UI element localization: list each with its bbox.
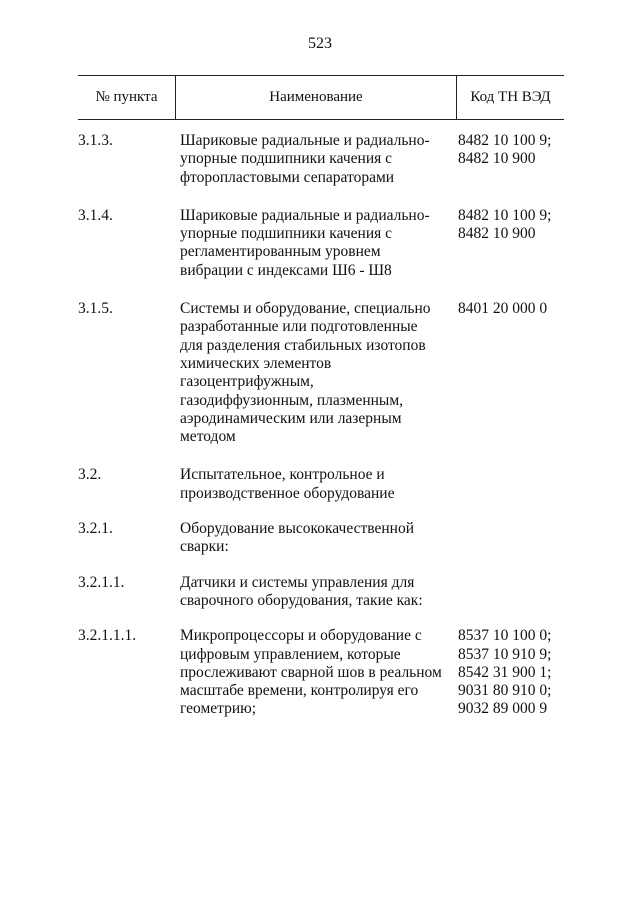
table-row [78,207,564,280]
item-number: 3.2.1.1.1. [78,627,137,645]
item-name-line: цифровым управлением, которые [180,645,401,663]
item-name-line: газоцентрифужным, [180,373,314,391]
table-row [78,300,564,446]
header-code: Код ТН ВЭД [470,89,551,105]
item-name [180,520,456,557]
table-row [78,132,564,187]
item-name-line: прослеживают сварной шов в реальном [180,663,442,681]
item-name-line: сварки: [180,538,229,556]
item-name-line: аэродинамическим или лазерным [180,409,402,427]
item-codes [458,300,568,318]
goods-table [78,75,564,719]
item-name-line: Датчики и системы управления для [180,573,415,591]
item-code: 8482 10 100 9; [458,132,552,149]
item-codes [458,627,568,718]
item-number: 3.2.1.1. [78,573,125,591]
page-number: 523 [308,35,332,52]
header-item-number: № пункта [95,89,158,105]
item-number: 3.1.5. [78,300,113,318]
item-name-line: вибрации с индексами Ш6 - Ш8 [180,261,392,279]
item-name-line: для разделения стабильных изотопов [180,336,426,354]
item-code: 9031 80 910 0; [458,682,552,700]
item-name-line: геометрию; [180,700,257,718]
item-code: 8537 10 910 9; [458,645,552,663]
item-name [180,574,456,611]
item-name-line: Системы и оборудование, специально [180,300,431,318]
table-row [78,520,564,557]
item-number: 3.1.3. [78,132,113,149]
item-name-line: регламентированным уровнем [180,243,381,261]
table-row [78,627,564,718]
item-name [180,132,456,187]
header-name: Наименование [269,89,363,105]
item-number: 3.2.1. [78,520,113,538]
item-name-line: Оборудование высококачественной [180,520,414,538]
item-code: 8482 10 100 9; [458,206,552,224]
table-body [78,132,564,719]
item-name-line: Микропроцессоры и оборудование с [180,627,422,645]
item-codes [458,207,568,244]
item-codes [458,132,568,169]
item-code: 8482 10 900 [458,150,536,168]
item-name-line: фторопластовыми сепараторами [180,168,395,186]
item-name-line: упорные подшипники качения с [180,225,393,243]
table-row [78,466,564,503]
item-name-line: методом [180,428,236,446]
item-code: 8482 10 900 [458,225,536,243]
item-code: 8537 10 100 0; [458,627,552,645]
item-name-line: газодиффузионным, плазменным, [180,391,404,409]
item-name-line: упорные подшипники качения с [180,150,393,168]
item-code: 8401 20 000 0 [458,300,548,318]
item-number: 3.1.4. [78,206,113,224]
item-name-line: разработанные или подготовленные [180,318,418,336]
item-code: 9032 89 000 9 [458,700,548,718]
item-name-line: Шариковые радиальные и радиально- [180,206,430,224]
item-number: 3.2. [78,466,102,484]
item-name-line: Испытательное, контрольное и [180,466,385,484]
item-code: 8542 31 900 1; [458,663,552,681]
item-name-line: сварочного оборудования, такие как: [180,591,423,609]
table-header [78,75,564,120]
item-name [180,207,456,280]
item-name [180,466,456,503]
item-name-line: Шариковые радиальные и радиально- [180,132,430,149]
item-name-line: химических элементов [180,354,332,372]
item-name-line: производственное оборудование [180,484,395,502]
item-name [180,627,456,718]
item-name-line: масштабе времени, контролируя его [180,682,419,700]
table-row [78,574,564,611]
item-name [180,300,456,446]
